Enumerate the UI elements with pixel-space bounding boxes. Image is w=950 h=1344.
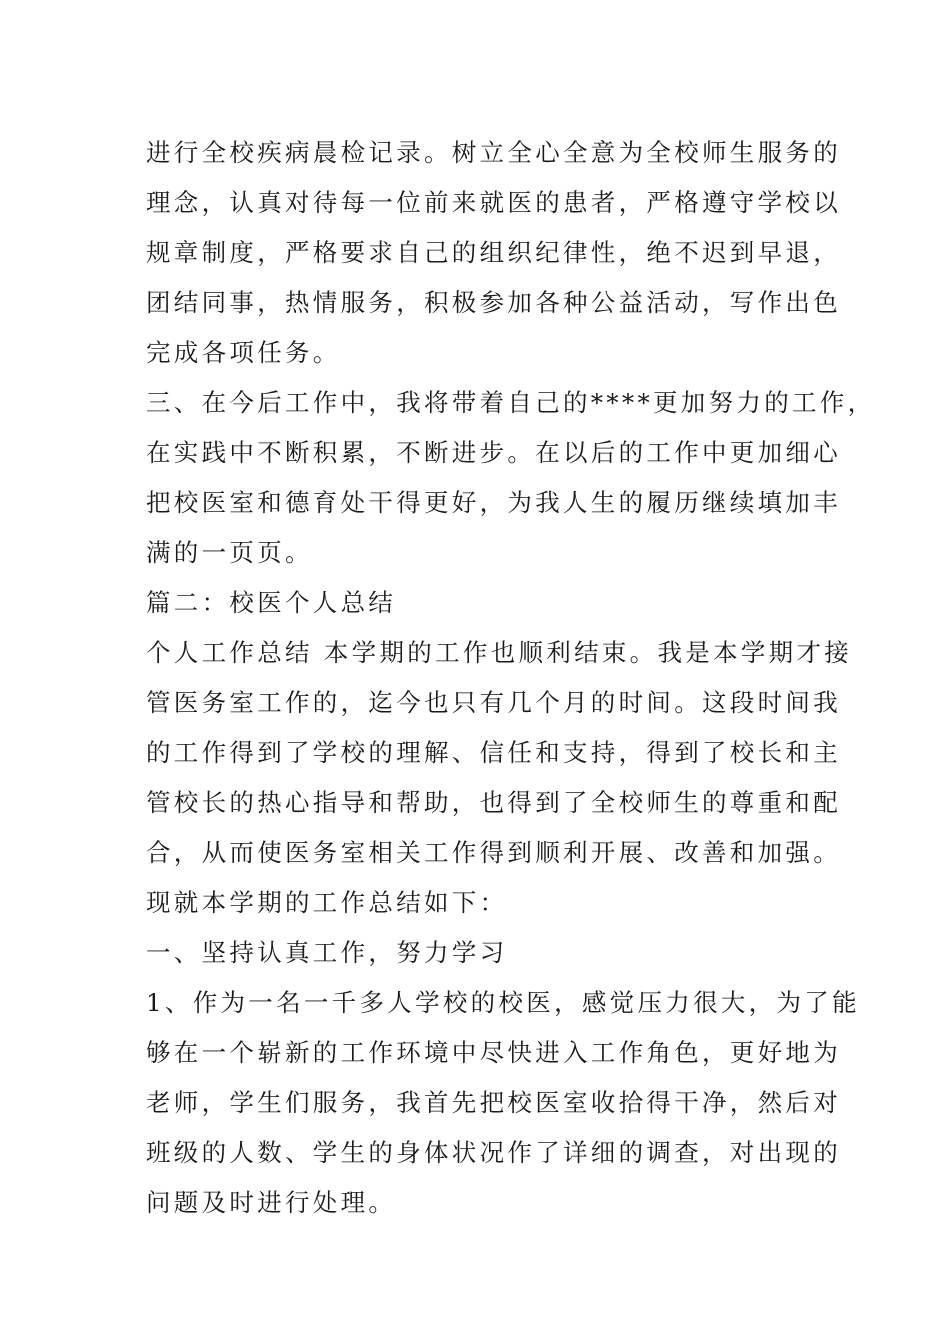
text-line: 1、作为一名一千多人学校的校医，感觉压力很大，为了能: [146, 988, 860, 1017]
text-line: 规章制度，严格要求自己的组织纪律性，绝不迟到早退，: [146, 238, 841, 267]
text-line: 够在一个崭新的工作环境中尽快进入工作角色，更好地为: [146, 1038, 841, 1067]
text-line: 团结同事，热情服务，积极参加各种公益活动，写作出色: [146, 288, 841, 317]
text-line: 在实践中不断积累，不断进步。在以后的工作中更加细心: [146, 438, 841, 467]
section-heading-line: 三、在今后工作中，我将带着自己的****更加努力的工作，: [146, 388, 876, 417]
document-body: [146, 128, 876, 1228]
text-line: 合，从而使医务室相关工作得到顺利开展、改善和加强。: [146, 838, 841, 867]
text-line: 完成各项任务。: [146, 338, 341, 367]
text-line: 管校长的热心指导和帮助，也得到了全校师生的尊重和配: [146, 788, 841, 817]
text-line: 理念，认真对待每一位前来就医的患者，严格遵守学校以: [146, 188, 841, 217]
text-line: 问题及时进行处理。: [146, 1188, 397, 1217]
text-line: 个人工作总结 本学期的工作也顺利结束。我是本学期才接: [146, 638, 853, 667]
text-line: 班级的人数、学生的身体状况作了详细的调查，对出现的: [146, 1138, 841, 1167]
text-line: 满的一页页。: [146, 538, 313, 567]
text-line: 现就本学期的工作总结如下：: [146, 888, 508, 917]
text-line: 把校医室和德育处干得更好，为我人生的履历继续填加丰: [146, 488, 841, 517]
text-line: 老师，学生们服务，我首先把校医室收拾得干净，然后对: [146, 1088, 841, 1117]
section-heading: 一、坚持认真工作，努力学习: [146, 938, 508, 967]
text-line: 进行全校疾病晨检记录。树立全心全意为全校师生服务的: [146, 138, 841, 167]
chapter-title: 篇二：校医个人总结: [146, 588, 397, 617]
text-line: 管医务室工作的，迄今也只有几个月的时间。这段时间我: [146, 688, 841, 717]
text-line: 的工作得到了学校的理解、信任和支持，得到了校长和主: [146, 738, 841, 767]
